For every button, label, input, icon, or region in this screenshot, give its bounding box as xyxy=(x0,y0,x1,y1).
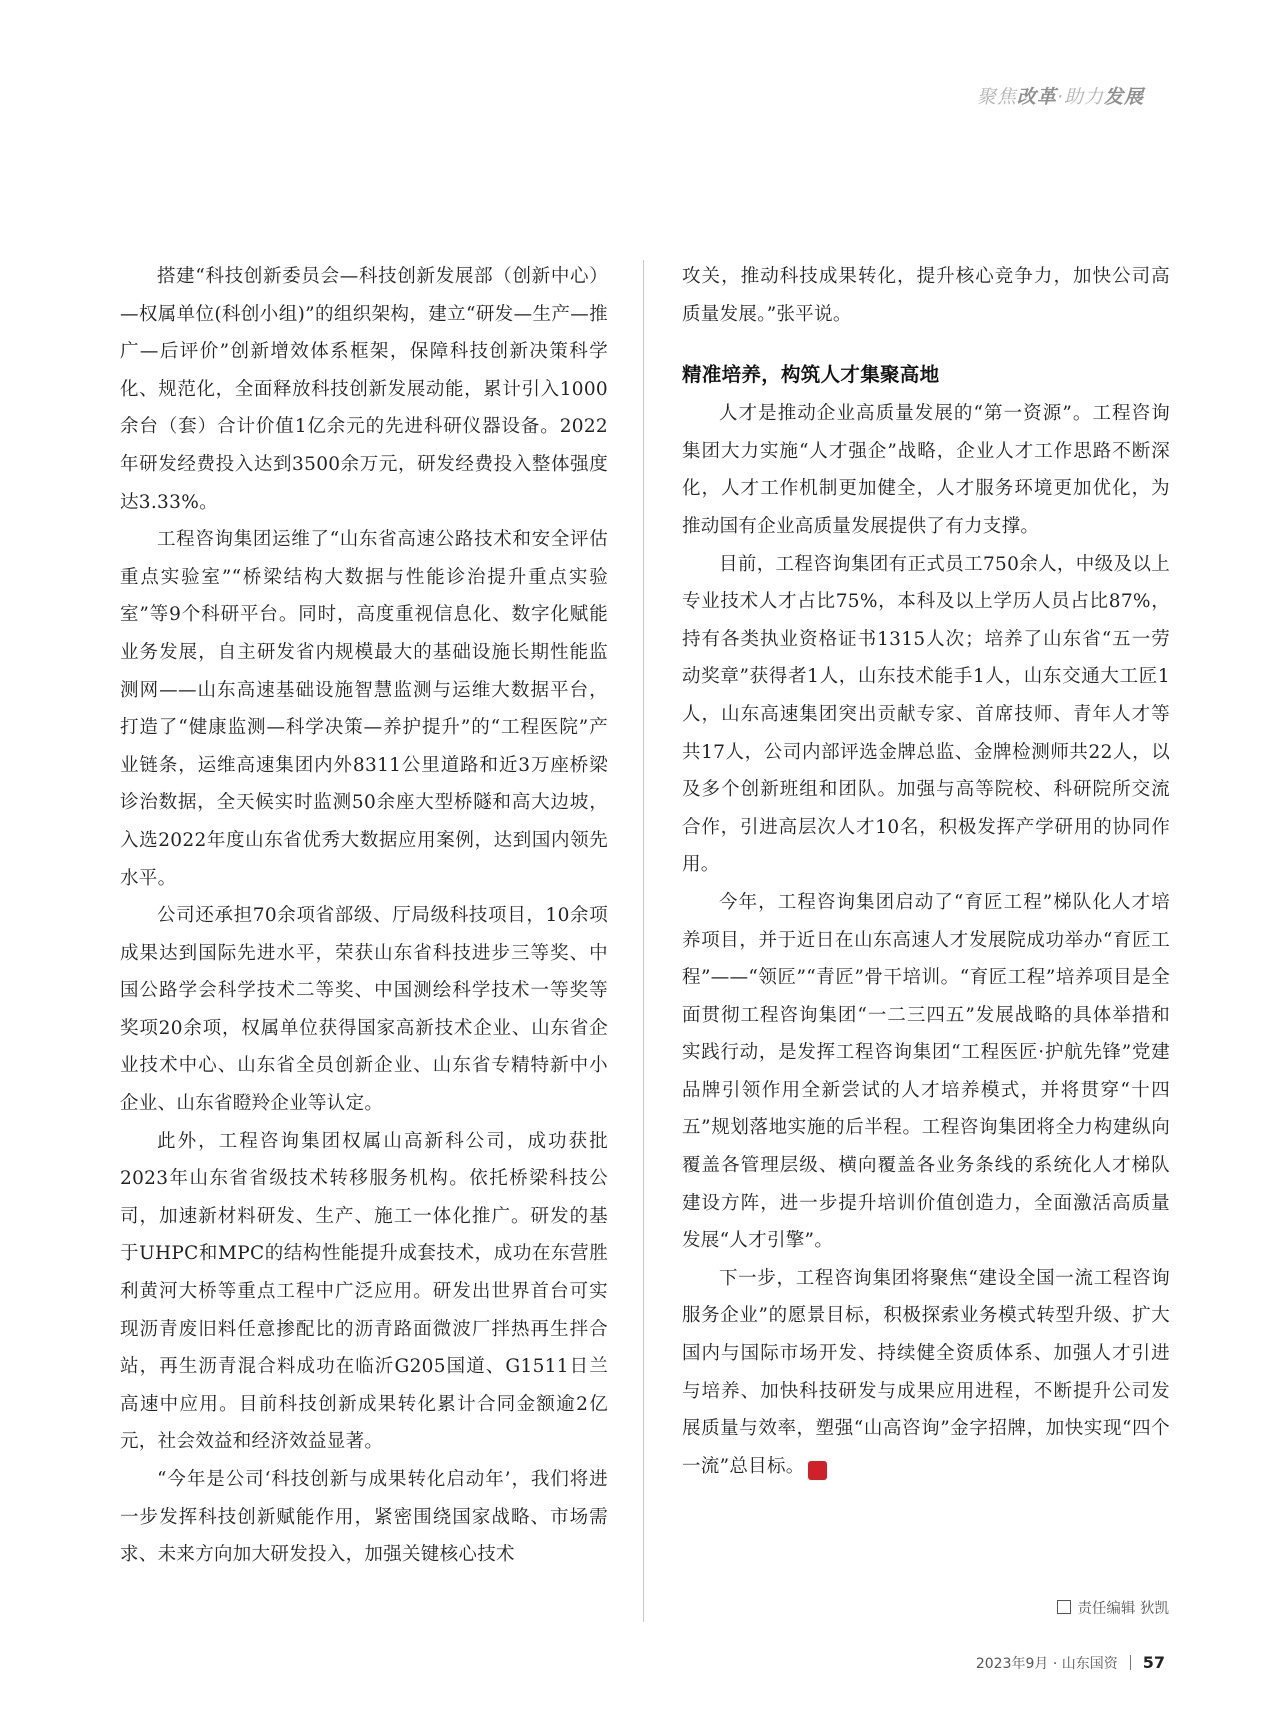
editor-credit xyxy=(1057,1597,1169,1618)
paragraph: 今年，工程咨询集团启动了“育匠工程”梯队化人才培养项目，并于近日在山东高速人才发展院成功举办“育匠工程”——“领匠”“青匠”骨干培训。“育匠工程”培养项目是全面贯彻工程咨询集团“一二三四五”发展战略的具体举措和实践行动，是发挥工程咨询集团“工程医匠·护航先锋”党建品牌引领作用全新尝试的人才培养模式，并将贯穿“十四五”规划落地实施的后半程。工程咨询集团将全力构建纵向覆盖各管理层级、横向覆盖各业务条线的系统化人才梯队建设方阵，进一步提升培训价值创造力，全面激活高质量发展“人才引擎”。 xyxy=(682,891,1170,1252)
issue-info: 2023年9月 · 山东国资 xyxy=(975,1656,1118,1672)
left-column xyxy=(120,258,608,1574)
editor-text: 责任编辑 狄凯 xyxy=(1077,1601,1169,1617)
column-divider xyxy=(643,260,644,1622)
right-column xyxy=(682,258,1170,1485)
paragraph: 公司还承担70余项省部级、厅局级科技项目，10余项成果达到国际先进水平，荣获山东省科技进步三等奖、中国公路学会科学技术二等奖、中国测绘科学技术一等奖等奖项20余项，权属单位获得国家高新技术企业、山东省企业技术中心、山东省全员创新企业、山东省专精特新中小企业、山东省瞪羚企业等认定。 xyxy=(120,905,608,1115)
paragraph: “今年是公司‘科技创新与成果转化启动年’，我们将进一步发挥科技创新赋能作用，紧密围绕国家战略、市场需求、未来方向加大研发投入，加强关键核心技术 xyxy=(120,1469,608,1566)
paragraph-last xyxy=(682,1260,1170,1486)
header-part3: 助力 xyxy=(1063,86,1104,108)
paragraph: 人才是推动企业高质量发展的“第一资源”。工程咨询集团大力实施“人才强企”战略，企业人才工作思路不断深化，人才工作机制更加健全，人才服务环境更加优化，为推动国有企业高质量发展提供了有力支撑。 xyxy=(682,403,1170,537)
paragraph: 搭建“科技创新委员会—科技创新发展部（创新中心）—权属单位(科创小组)”的组织架构，建立“研发—生产—推广—后评价”创新增效体系框架，保障科技创新决策科学化、规范化，全面释放科技创新发展动能，累计引入1000余台（套）合计价值1亿余元的先进科研仪器设备。2022年研发经费投入达到3500余万元，研发经费投入整体强度达3.33%。 xyxy=(120,266,608,513)
section-heading: 精准培养，构筑人才集聚高地 xyxy=(682,363,940,387)
paragraph: 目前，工程咨询集团有正式员工750余人，中级及以上专业技术人才占比75%，本科及以上学历人员占比87%，持有各类执业资格证书1315人次；培养了山东省“五一劳动奖章”获得者1人，山东技术能手1人，山东交通大工匠1人，山东高速集团突出贡献专家、首席技师、青年人才等共17人，公司内部评选金牌总监、金牌检测师共22人，以及多个创新班组和团队。加强与高等院校、科研院所交流合作，引进高层次人才10名，积极发挥产学研用的协同作用。 xyxy=(682,553,1170,876)
header-dot: · xyxy=(1056,86,1064,108)
header-part1: 聚焦 xyxy=(976,86,1017,108)
header-part2: 改革 xyxy=(1016,86,1057,108)
square-icon xyxy=(1057,1600,1071,1614)
page-number: 57 xyxy=(1142,1653,1165,1672)
page-footer xyxy=(976,1653,1165,1673)
end-mark-icon: Z xyxy=(808,1461,827,1480)
section-header xyxy=(977,82,1144,109)
paragraph: 工程咨询集团运维了“山东省高速公路技术和安全评估重点实验室”“桥梁结构大数据与性能诊治提升重点实验室”等9个科研平台。同时，高度重视信息化、数字化赋能业务发展，自主研发省内规模最大的基础设施长期性能监测网——山东高速基础设施智慧监测与运维大数据平台，打造了“健康监测—科学决策—养护提升”的“工程医院”产业链条，运维高速集团内外8311公里道路和近3万座桥梁诊治数据，全天候实时监测50余座大型桥隧和高大边坡，入选2022年度山东省优秀大数据应用案例，达到国内领先水平。 xyxy=(120,529,608,889)
paragraph: 此外，工程咨询集团权属山高新科公司，成功获批2023年山东省省级技术转移服务机构。依托桥梁科技公司，加速新材料研发、生产、施工一体化推广。研发的基于UHPC和MPC的结构性能提升成套技术，成功在东营胜利黄河大桥等重点工程中广泛应用。研发出世界首台可实现沥青废旧料任意掺配比的沥青路面微波厂拌热再生拌合站，再生沥青混合料成功在临沂G205国道、G1511日兰高速中应用。目前科技创新成果转化累计合同金额逾2亿元，社会效益和经济效益显著。 xyxy=(120,1130,608,1453)
footer-separator xyxy=(1130,1655,1131,1670)
paragraph-text: 下一步，工程咨询集团将聚焦“建设全国一流工程咨询服务企业”的愿景目标，积极探索业务模式转型升级、扩大国内与国际市场开发、持续健全资质体系、加强人才引进与培养、加快科技研发与成果应用进程，不断提升公司发展质量与效率，塑强“山高咨询”金字招牌，加快实现“四个一流”总目标。 xyxy=(682,1267,1170,1477)
header-part4: 发展 xyxy=(1103,86,1144,108)
paragraph-continuation: 攻关，推动科技成果转化，提升核心竞争力，加快公司高质量发展。”张平说。 xyxy=(682,266,1170,325)
